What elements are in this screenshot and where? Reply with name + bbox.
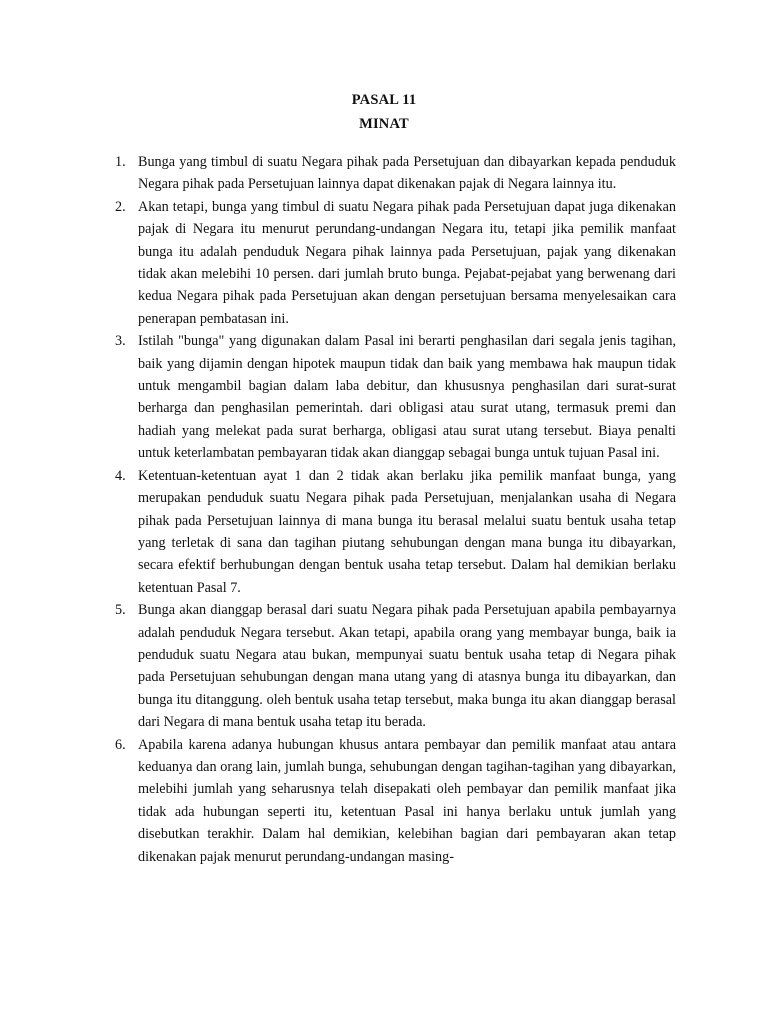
article-title-heading: MINAT [359, 116, 409, 132]
clause-number: 2. [115, 198, 126, 215]
clause-text: Akan tetapi, bunga yang timbul di suatu Negara pihak pada Persetujuan dapat juga dikenakan pajak di Negara itu menurut perundang-undangan Negara itu, tetapi jika pemilik manfaat bunga itu adalah penduduk Negara pihak lainnya pada Persetujuan, pajak yang dikenakan tidak akan melebihi 10 persen. dari jumlah bruto bunga. Pejabat-pejabat yang berwenang dari kedua Negara pihak pada Persetujuan akan dengan persetujuan bersama menyelesaikan cara penerapan pembatasan ini. [138, 198, 676, 327]
clause-number: 3. [115, 333, 126, 350]
clause-text: Bunga yang timbul di suatu Negara pihak pada Persetujuan dan dibayarkan kepada penduduk Negara pihak pada Persetujuan lainnya dapat dikenakan pajak di Negara lainnya itu. [138, 154, 676, 193]
clause-number: 1. [115, 154, 126, 170]
clause-number: 5. [115, 602, 126, 619]
clause-item [0, 734, 768, 868]
clause-text: Apabila karena adanya hubungan khusus antara pembayar dan pemilik manfaat atau antara keduanya dan orang lain, jumlah bunga, sehubungan dengan tagihan-tagihan yang dibayarkan, melebihi jumlah yang seharusnya telah disepakati oleh pembayar dan pemilik manfaat jika tidak ada hubungan seperti itu, ketentuan Pasal ini hanya berlaku untuk jumlah yang disebutkan terakhir. Dalam hal demikian, kelebihan bagian dari pembayaran akan tetap dikenakan pajak menurut perundang-undangan masing- [138, 736, 676, 865]
clause-list [0, 151, 768, 868]
clause-text: Bunga akan dianggap berasal dari suatu Negara pihak pada Persetujuan apabila pembayarnya adalah penduduk Negara tersebut. Akan tetapi, apabila orang yang membayar bunga, baik ia penduduk suatu Negara atau bukan, mempunyai suatu bentuk usaha tetap di Negara pihak pada Persetujuan sehubungan dengan mana utang yang di atasnya bunga itu dibayarkan, dan bunga itu ditanggung. oleh bentuk usaha tetap tersebut, maka bunga itu akan dianggap berasal dari Negara di mana bentuk usaha tetap itu berada. [138, 602, 676, 731]
clause-number: 6. [115, 736, 126, 753]
clause-item [0, 465, 768, 599]
clause-text: Ketentuan-ketentuan ayat 1 dan 2 tidak akan berlaku jika pemilik manfaat bunga, yang merupakan penduduk suatu Negara pihak pada Persetujuan, menjalankan usaha di Negara pihak pada Persetujuan lainnya di mana bunga itu berasal melalui suatu bentuk usaha tetap yang terletak di sana dan tagihan piutang sehubungan dengan mana bunga itu dibayarkan, secara efektif berhubungan dengan bentuk usaha tetap tersebut. Dalam hal demikian berlaku ketentuan Pasal 7. [138, 467, 676, 596]
clause-item [0, 151, 768, 196]
clause-number: 4. [115, 467, 126, 484]
clause-text: Istilah "bunga" yang digunakan dalam Pasal ini berarti penghasilan dari segala jenis tagihan, baik yang dijamin dengan hipotek maupun tidak dan baik yang membawa hak maupun tidak untuk mengambil bagian dalam laba debitur, dan khususnya penghasilan dari surat-surat berharga dan penghasilan pemerintah. dari obligasi atau surat utang, termasuk premi dan hadiah yang melekat pada surat berharga, obligasi atau surat utang tersebut. Biaya penalti untuk keterlambatan pembayaran tidak akan dianggap sebagai bunga untuk tujuan Pasal ini. [138, 333, 676, 462]
clause-item [0, 196, 768, 330]
article-number-heading: PASAL 11 [351, 92, 417, 108]
clause-item [0, 330, 768, 464]
clause-item [0, 599, 768, 733]
